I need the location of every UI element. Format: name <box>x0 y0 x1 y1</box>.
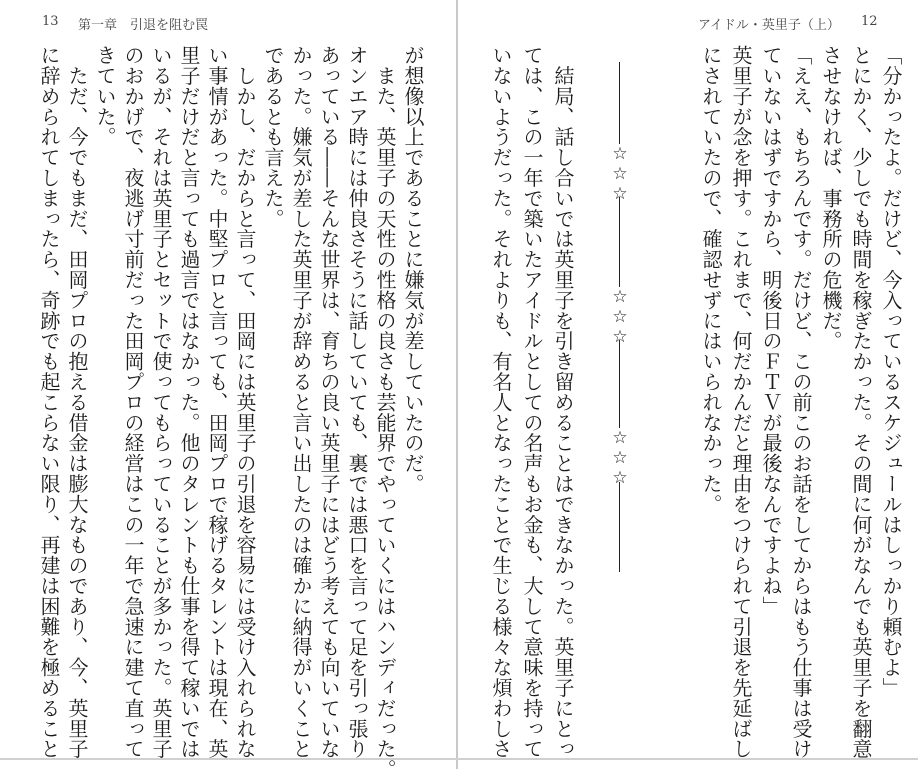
scene-break-rule <box>619 340 620 428</box>
text-column: が想像以上であることに嫌気が差していたのだ。 <box>401 45 425 494</box>
text-column: に辞められてしまったら、奇跡でも起こらない限り、再建は困難を極めること <box>37 45 61 759</box>
text-column: 英里子が念を押す。これまで、何だかんだと理由をつけられて引退を先延ばし <box>729 45 753 759</box>
text-column: であるとも言えた。 <box>261 45 285 229</box>
text-column: あっている――そんな世界は、育ちの良い英里子にはどう考えても向いていな <box>317 45 341 759</box>
text-column: ては、この一年で築いたアイドルとしての名声もお金も、大して意味を持って <box>520 45 544 759</box>
text-column: ただ、今でもまだ、田岡プロの抱える借金は膨大なものであり、今、英里子 <box>65 45 89 759</box>
right-page <box>458 0 918 769</box>
page-number: 13 <box>42 14 59 29</box>
text-column: とにかく、少しでも時間を稼ぎたかった。その間に何がなんでも英里子を翻意 <box>849 45 873 759</box>
text-column: ていないはずですから、明後日のＦＴＶが最後なんですよね」 <box>759 45 783 617</box>
left-page <box>0 0 457 779</box>
text-column: いるが、それは英里子とセットで使ってもらっていることが多かった。英里子 <box>149 45 173 759</box>
running-header-chapter: 第一章 引退を阻む罠 <box>78 18 209 33</box>
star-icons: ☆☆☆ <box>610 144 630 204</box>
text-column: また、英里子の天性の性格の良さも芸能界でやっていくにはハンディだった。 <box>373 45 397 779</box>
scene-break-rule <box>619 197 620 287</box>
text-column: 「分かったよ。だけど、今入っているスケジュールはしっかり頼むよ」 <box>879 45 903 698</box>
text-column: きていた。 <box>93 45 117 147</box>
text-column: い事情があった。中堅プロと言っても、田岡プロで稼げるタレントは現在、英 <box>205 45 229 759</box>
scene-break-rule <box>619 482 620 572</box>
running-header-title: アイドル・英里子（上） <box>698 18 840 33</box>
text-column: のおかげで、夜逃げ寸前だった田岡プロの経営はこの一年で急速に建て直って <box>121 45 145 759</box>
text-column: いないようだった。それよりも、有名人となったことで生じる様々な煩わしさ <box>489 45 513 759</box>
text-column: かった。嫌気が差した英里子が辞めると言い出したのは確かに納得がいくこと <box>289 45 313 759</box>
text-column: 結局、話し合いでは英里子を引き留めることはできなかった。英里子にとっ <box>551 45 575 759</box>
star-icons: ☆☆☆ <box>610 428 630 488</box>
text-column: 里子だけだと言っても過言ではなかった。他のタレントも仕事を得て稼いでは <box>177 45 201 759</box>
scene-break-rule <box>619 62 620 144</box>
text-column: オンエア時には仲良さそうに話していても、裏では悪口を言って足を引っ張り <box>345 45 369 759</box>
scene-break <box>609 62 631 572</box>
text-column: させなければ、事務所の危機だ。 <box>819 45 843 351</box>
star-icons: ☆☆☆ <box>610 287 630 347</box>
page-number: 12 <box>861 14 878 29</box>
text-column: にされていたので、確認せずにはいられなかった。 <box>699 45 723 515</box>
text-column: 「ええ、もちろんです。だけど、この前このお話をしてからはもう仕事は受け <box>789 45 813 759</box>
text-column: しかし、だからと言って、田岡には英里子の引退を容易には受け入れられな <box>233 45 257 759</box>
